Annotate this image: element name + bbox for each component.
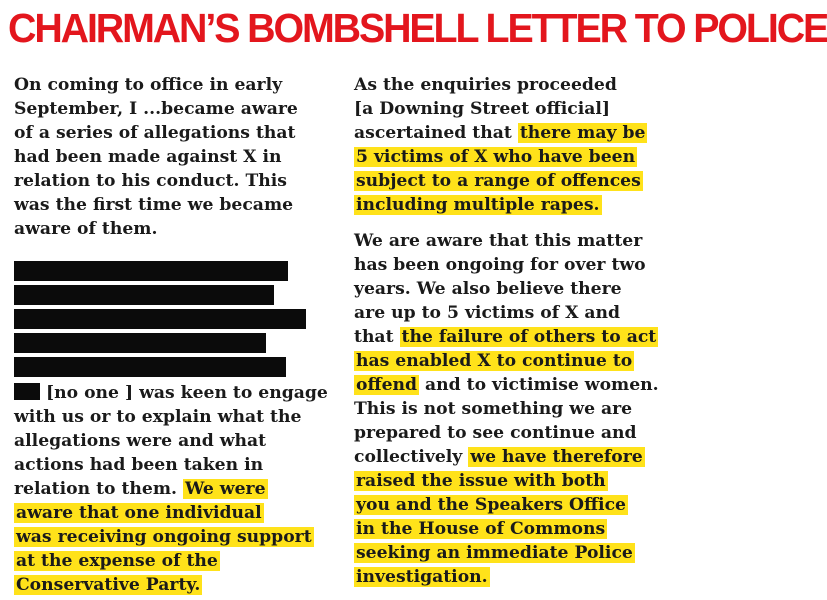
text-line: had been made against X in: [14, 147, 282, 167]
text-line: On coming to office in early: [14, 75, 283, 95]
highlighted-text: including multiple rapes.: [356, 195, 600, 215]
redaction-bar-inline: [14, 383, 40, 400]
highlighted-text: raised the issue with both: [356, 471, 606, 491]
text-line: allegations were and what: [14, 431, 267, 451]
text-segment: [no one ] was keen to engage: [46, 383, 328, 403]
redaction-bar: [14, 285, 274, 305]
text-line: aware of them.: [14, 219, 158, 239]
highlighted-text: Conservative Party.: [16, 575, 201, 595]
text-line: of a series of allegations that: [14, 123, 296, 143]
text-segment: collectively: [354, 447, 469, 467]
right-paragraph-1: [354, 73, 670, 217]
text-line: We are aware that this matter: [354, 231, 643, 251]
text-line: As the enquiries proceeded: [354, 75, 617, 95]
redaction-bar: [14, 261, 288, 281]
highlighted-text: has enabled X to continue to: [356, 351, 633, 371]
text-line: was the first time we became: [14, 195, 294, 215]
highlighted-text: We were: [184, 479, 266, 499]
text-line: with us or to explain what the: [14, 407, 302, 427]
text-line: prepared to see continue and: [354, 423, 637, 443]
text-line: actions had been taken in: [14, 455, 264, 475]
highlighted-text: subject to a range of offences: [356, 171, 641, 191]
left-paragraph-2: [14, 381, 344, 597]
redacted-block: [14, 261, 344, 377]
text-line: years. We also believe there: [354, 279, 622, 299]
text-line: This is not something we are: [354, 399, 633, 419]
redaction-bar: [14, 309, 306, 329]
highlighted-text: was receiving ongoing support: [16, 527, 312, 547]
highlighted-text: investigation.: [356, 567, 488, 587]
redaction-bar: [14, 357, 286, 377]
text-segment: and to victimise women.: [419, 375, 659, 395]
text-line: September, I ...became aware: [14, 99, 298, 119]
left-paragraph-1: [14, 73, 344, 241]
redaction-bar: [14, 333, 266, 353]
highlighted-text: seeking an immediate Police: [356, 543, 633, 563]
highlighted-text: in the House of Commons: [356, 519, 606, 539]
right-column: [354, 73, 670, 589]
highlighted-text: offend: [356, 375, 418, 395]
highlighted-text: you and the Speakers Office: [356, 495, 626, 515]
text-segment: that: [354, 327, 400, 347]
highlighted-text: aware that one individual: [16, 503, 262, 523]
text-segment: ascertained that: [354, 123, 518, 143]
highlighted-text: the failure of others to act: [401, 327, 657, 347]
highlighted-text: there may be: [519, 123, 646, 143]
highlighted-text: 5 victims of X who have been: [356, 147, 636, 167]
right-paragraph-2: [354, 229, 670, 589]
text-line: are up to 5 victims of X and: [354, 303, 621, 323]
text-line: [a Downing Street official]: [354, 99, 611, 119]
text-segment: relation to them.: [14, 479, 183, 499]
text-line: has been ongoing for over two: [354, 255, 646, 275]
left-column: [14, 73, 344, 597]
highlighted-text: we have therefore: [470, 447, 643, 467]
highlighted-text: at the expense of the: [16, 551, 218, 571]
headline: CHAIRMAN’S BOMBSHELL LETTER TO POLICE: [8, 5, 827, 51]
text-line: relation to his conduct. This: [14, 171, 287, 191]
